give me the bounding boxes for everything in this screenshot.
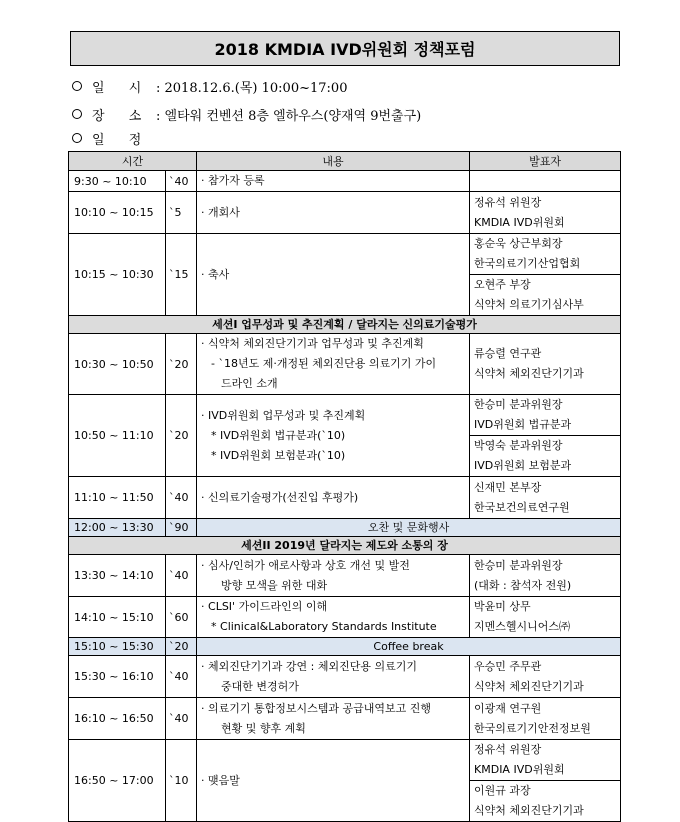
content-line: 방향 모색을 위한 대화	[221, 578, 328, 592]
session-row	[69, 537, 621, 555]
time-cell: 9:30 ~ 10:10	[69, 171, 166, 192]
info-value: : 2018.12.6.(목) 10:00~17:00	[156, 80, 348, 96]
time-cell: 10:30 ~ 10:50	[69, 334, 166, 395]
content-line: · 심사/인허가 애로사항과 상호 개선 및 발전	[201, 558, 410, 572]
info-label: 장 소	[92, 108, 152, 124]
circle-bullet-icon	[72, 81, 82, 91]
speaker-block	[470, 344, 620, 384]
info-label: 일 시	[92, 80, 152, 96]
speaker-block	[470, 478, 620, 518]
content-line: * IVD위원회 보험분과(`10)	[211, 448, 346, 462]
table-row	[69, 234, 621, 316]
time-cell: 11:10 ~ 11:50	[69, 477, 166, 519]
time-cell: 13:30 ~ 14:10	[69, 555, 166, 597]
speaker-line: 식약처 의료기기심사부	[474, 298, 584, 311]
duration-cell: `5	[166, 192, 197, 234]
content-line: · 의료기기 통합정보시스템과 공급내역보고 진행	[201, 701, 432, 715]
speaker-cell	[470, 740, 621, 822]
header-time: 시간	[69, 152, 197, 171]
duration-cell: `90	[166, 519, 197, 537]
speaker-line: 홍순욱 상근부회장	[474, 237, 563, 250]
header-content: 내용	[197, 152, 470, 171]
speaker-line: 오현주 부장	[474, 278, 531, 291]
duration-cell: `20	[166, 638, 197, 656]
duration-cell: `15	[166, 234, 197, 316]
speaker-line: 식약처 체외진단기기과	[474, 679, 584, 693]
table-row	[69, 638, 621, 656]
time-cell: 10:10 ~ 10:15	[69, 192, 166, 234]
speaker-cell	[470, 597, 621, 638]
table-row	[69, 334, 621, 395]
speaker-line: 박영숙 분과위원장	[474, 439, 563, 452]
duration-cell: `40	[166, 171, 197, 192]
content-line: * Clinical&Laboratory Standards Institute	[211, 620, 437, 633]
speaker-cell	[470, 334, 621, 395]
duration-cell: `10	[166, 740, 197, 822]
speaker-block	[470, 274, 620, 315]
speaker-block	[470, 740, 620, 780]
time-cell: 12:00 ~ 13:30	[69, 519, 166, 537]
speaker-line: KMDIA IVD위원회	[474, 215, 565, 229]
duration-cell: `40	[166, 477, 197, 519]
speaker-cell	[470, 395, 621, 477]
table-row	[69, 477, 621, 519]
content-line: · IVD위원회 업무성과 및 추진계획	[201, 408, 366, 422]
content-line: · 개회사	[201, 205, 240, 219]
duration-cell: `40	[166, 656, 197, 698]
speaker-line: 이광재 연구원	[474, 701, 542, 715]
info-date	[72, 76, 347, 96]
content-line: · 참가자 등록	[201, 174, 265, 187]
speaker-cell	[470, 656, 621, 698]
content-line: · CLSI' 가이드라인의 이해	[201, 600, 328, 613]
table-row	[69, 698, 621, 740]
table-row	[69, 555, 621, 597]
content-line: · 축사	[201, 267, 230, 281]
speaker-line: 한국의료기기산업협회	[474, 257, 581, 270]
table-row	[69, 656, 621, 698]
speaker-line: (대화 : 참석자 전원)	[474, 578, 572, 592]
speaker-cell	[470, 555, 621, 597]
info-label: 일 정	[92, 132, 152, 148]
content-line: · 체외진단기기과 강연 : 체외진단용 의료기기	[201, 659, 417, 673]
duration-cell: `20	[166, 334, 197, 395]
content-cell	[197, 656, 470, 698]
content-line: · 신의료기술평가(선진입 후평가)	[201, 490, 359, 504]
header-speaker: 발표자	[470, 152, 621, 171]
circle-bullet-icon	[72, 133, 82, 143]
break-label: 오찬 및 문화행사	[197, 519, 621, 537]
speaker-line: 정유석 위원장	[474, 195, 542, 209]
time-cell: 16:50 ~ 17:00	[69, 740, 166, 822]
speaker-line: 지멘스헬시니어스㈜	[474, 620, 571, 633]
speaker-block	[470, 597, 620, 637]
schedule-table	[68, 151, 621, 822]
session-title: 세션II 2019년 달라지는 제도와 소통의 장	[69, 537, 621, 555]
speaker-cell	[470, 171, 621, 192]
session-title: 세션I 업무성과 및 추진계획 / 달라지는 신의료기술평가	[69, 316, 621, 334]
content-cell	[197, 477, 470, 519]
speaker-cell	[470, 698, 621, 740]
speaker-block	[470, 193, 620, 233]
time-cell: 16:10 ~ 16:50	[69, 698, 166, 740]
table-row	[69, 597, 621, 638]
speaker-line: 신재민 본부장	[474, 480, 542, 494]
content-cell	[197, 171, 470, 192]
speaker-line: 정유석 위원장	[474, 743, 542, 756]
content-line: 중대한 변경허가	[221, 679, 299, 693]
speaker-block	[470, 556, 620, 596]
speaker-line: 한국보건의료연구원	[474, 500, 570, 514]
time-cell: 14:10 ~ 15:10	[69, 597, 166, 638]
speaker-line: 류승렬 연구관	[474, 347, 542, 360]
speaker-line: 한승미 분과위원장	[474, 398, 563, 411]
speaker-cell	[470, 477, 621, 519]
duration-cell: `40	[166, 698, 197, 740]
content-cell	[197, 597, 470, 638]
content-line: 현황 및 향후 계획	[221, 721, 306, 735]
time-cell: 10:15 ~ 10:30	[69, 234, 166, 316]
document-title: 2018 KMDIA IVD위원회 정책포럼	[70, 31, 620, 66]
speaker-line: IVD위원회 법규분과	[474, 418, 572, 431]
content-cell	[197, 740, 470, 822]
content-line: · 식약처 체외진단기기과 업무성과 및 추진계획	[201, 337, 424, 350]
speaker-block	[470, 699, 620, 739]
speaker-line: 식약처 체외진단기기과	[474, 804, 584, 817]
speaker-block	[470, 435, 620, 476]
session-row	[69, 316, 621, 334]
content-line: · 맺음말	[201, 773, 240, 787]
speaker-line: 한국의료기기안전정보원	[474, 721, 591, 735]
duration-cell: `60	[166, 597, 197, 638]
table-row	[69, 395, 621, 477]
speaker-line: KMDIA IVD위원회	[474, 763, 565, 776]
speaker-cell	[470, 192, 621, 234]
speaker-line: 한승미 분과위원장	[474, 558, 563, 572]
speaker-block	[470, 657, 620, 697]
content-cell	[197, 234, 470, 316]
speaker-block	[470, 395, 620, 435]
time-cell: 10:50 ~ 11:10	[69, 395, 166, 477]
content-cell	[197, 555, 470, 597]
content-cell	[197, 334, 470, 395]
speaker-block	[470, 780, 620, 821]
table-header-row	[69, 152, 621, 171]
time-cell: 15:30 ~ 16:10	[69, 656, 166, 698]
content-cell	[197, 192, 470, 234]
duration-cell: `40	[166, 555, 197, 597]
content-cell	[197, 698, 470, 740]
info-schedule	[72, 128, 156, 148]
speaker-line: 이원규 과장	[474, 784, 531, 797]
content-line: - `18년도 제·개정된 체외진단용 의료기기 가이	[211, 357, 437, 370]
break-label: Coffee break	[197, 638, 621, 656]
time-cell: 15:10 ~ 15:30	[69, 638, 166, 656]
info-place	[72, 104, 421, 124]
content-line: * IVD위원회 법규분과(`10)	[211, 428, 346, 442]
speaker-line: 식약처 체외진단기기과	[474, 367, 584, 380]
speaker-line: 우승민 주무관	[474, 659, 542, 673]
info-value: : 엘타워 컨벤션 8층 엘하우스(양재역 9번출구)	[156, 108, 422, 124]
table-row	[69, 740, 621, 822]
table-row	[69, 519, 621, 537]
circle-bullet-icon	[72, 109, 82, 119]
duration-cell: `20	[166, 395, 197, 477]
speaker-line: 박윤미 상무	[474, 600, 531, 613]
table-row	[69, 192, 621, 234]
speaker-line: IVD위원회 보험분과	[474, 459, 572, 472]
table-row	[69, 171, 621, 192]
content-cell	[197, 395, 470, 477]
speaker-block	[470, 234, 620, 274]
content-line: 드라인 소개	[221, 377, 278, 390]
speaker-cell	[470, 234, 621, 316]
